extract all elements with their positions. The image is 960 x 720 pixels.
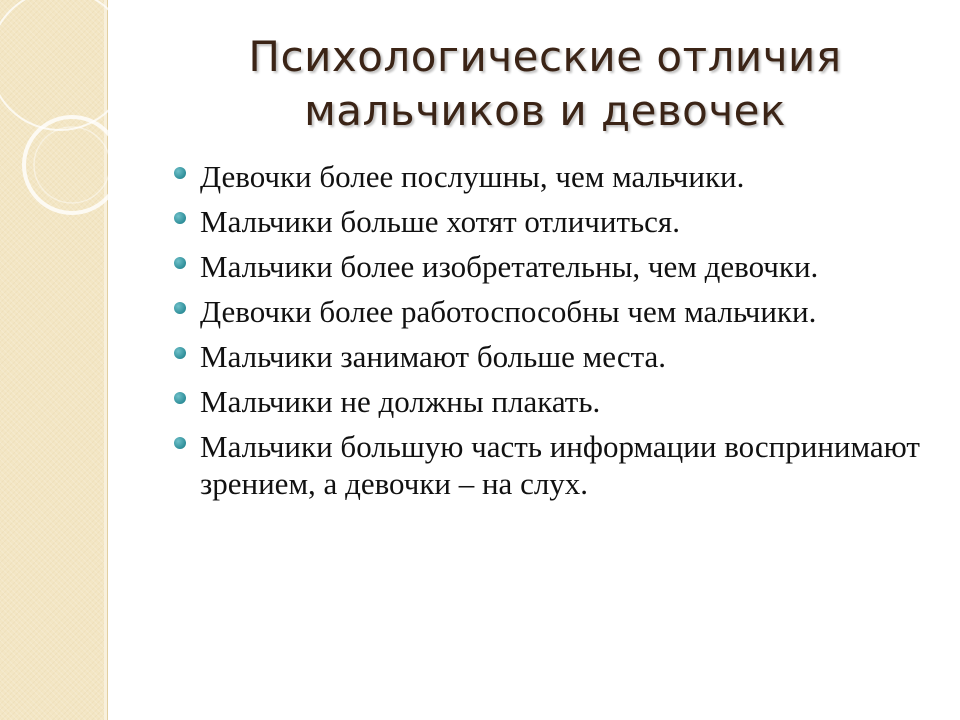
bullet-list bbox=[172, 158, 932, 510]
bullet-dot-icon bbox=[174, 212, 186, 224]
bullet-dot-icon bbox=[174, 392, 186, 404]
bullet-item bbox=[172, 158, 932, 195]
bullet-item bbox=[172, 338, 932, 375]
bullet-text: Мальчики большую часть информации воспринимают зрением, а девочки – на слух. bbox=[200, 429, 920, 501]
bullet-dot-icon bbox=[174, 257, 186, 269]
bullet-text: Девочки более послушны, чем мальчики. bbox=[200, 159, 745, 194]
title-line-2: мальчиков и девочек bbox=[304, 86, 786, 135]
bullet-item bbox=[172, 383, 932, 420]
bullet-dot-icon bbox=[174, 437, 186, 449]
bullet-text: Мальчики занимают больше места. bbox=[200, 339, 667, 374]
bullet-item bbox=[172, 293, 932, 330]
bullet-text: Мальчики более изобретательны, чем девочки. bbox=[200, 249, 819, 284]
bullet-text: Мальчики не должны плакать. bbox=[200, 384, 601, 419]
bullet-dot-icon bbox=[174, 347, 186, 359]
bullet-item bbox=[172, 248, 932, 285]
circle-arcs-icon bbox=[0, 0, 110, 240]
bullet-dot-icon bbox=[174, 302, 186, 314]
bullet-item bbox=[172, 203, 932, 240]
bullet-text: Девочки более работоспособны чем мальчики. bbox=[200, 294, 817, 329]
slide-title bbox=[150, 30, 940, 138]
bullet-dot-icon bbox=[174, 167, 186, 179]
bullet-text: Мальчики больше хотят отличиться. bbox=[200, 204, 680, 239]
bullet-item bbox=[172, 428, 932, 502]
title-line-1: Психологические отличия bbox=[248, 32, 842, 81]
